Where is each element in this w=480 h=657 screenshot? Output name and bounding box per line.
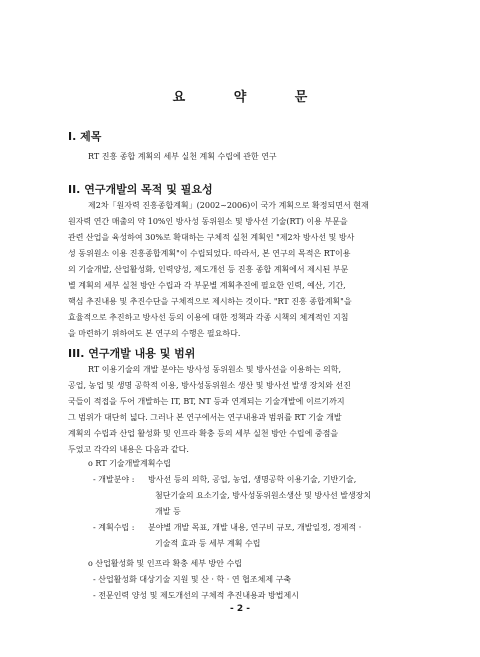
paragraph-line: 별 계획의 세부 실천 방안 수립과 각 부문별 계획추진에 필요한 인력, 예산, 기간, (68, 281, 346, 290)
paragraph-line: 효율적으로 추진하고 방사선 등의 이용에 대한 정책과 각종 시책의 체계적인 지침 (68, 313, 349, 322)
paragraph-line: 의 기술개발, 산업활성화, 인력양성, 제도개선 등 진흥 종합 계획에서 제시된 부문 (68, 265, 349, 274)
list-item-line: - 전문인력 양성 및 제도개선의 구체적 추진내용과 방법제시 (93, 591, 299, 600)
paragraph-line: 관련 산업을 육성하여 30%로 확대하는 구체적 실천 계획인 "제2차 방사선 및 방사 (68, 233, 355, 242)
paragraph-line: 성 동위원소 이용 진흥종합계획"이 수립되었다. 따라서, 본 연구의 목적은 RT이용 (68, 249, 351, 258)
section-paragraph-scope (68, 362, 406, 458)
paragraph-line: 그 범위가 대단히 넓다. 그러나 본 연구에서는 연구내용과 범위를 RT 기술 개발 (68, 413, 342, 422)
section-text-title: RT 진흥 종합 계획의 세부 실천 계획 수립에 관한 연구 (88, 152, 277, 161)
paragraph-line: 계획의 수립과 산업 활성화 및 인프라 확충 등의 세부 실천 방안 수립에 중점을 (68, 429, 339, 438)
paragraph-line: 국들이 적접을 두어 개발하는 IT, BT, NT 등과 연계되는 기술개발에 이르기까지 (68, 397, 345, 406)
paragraph-line: 제2차「원자력 진흥종합계획」(2002~2006)이 국가 계획으로 확정되면서 현재 (88, 201, 369, 210)
page-number: - 2 - (230, 604, 250, 614)
paragraph-line: 두었고 각각의 내용은 다음과 같다. (68, 445, 189, 454)
paragraph-line: 을 마련하기 위하여도 본 연구의 수행은 필요하다. (68, 329, 241, 338)
paragraph-line: 공업, 농업 및 생명 공학적 이용, 방사성동위원소 생산 및 방사선 발생 장치와 선진 (68, 381, 351, 390)
page-title: 요 약 문 (172, 90, 330, 105)
paragraph-line: RT 이용기술의 개발 분야는 방사성 동위원소 및 방사선을 이용하는 의학, (88, 365, 342, 374)
list-label-dev-field: - 개발분야 : (93, 475, 135, 484)
section-heading-scope: III. 연구개발 내용 및 범위 (68, 347, 196, 360)
list-label-plan: - 계획수립 : (93, 523, 135, 532)
list-item-line: 방사선 등의 의학, 공업, 농업, 생명공학 이용기술, 기반기술, (148, 475, 357, 484)
list-item-line: 개발 등 (155, 507, 181, 516)
list-item-line: 첨단기술의 요소기술, 방사성동위원소생산 및 방사선 발생장치 (155, 491, 372, 500)
list-head-rt-plan: o RT 기술개발계획수립 (88, 459, 171, 468)
paragraph-line: 원자력 연간 매출의 약 10%인 방사성 동위원소 및 방사선 기술(RT) 이용 부문을 (68, 217, 348, 226)
section-heading-purpose: II. 연구개발의 목적 및 필요성 (68, 183, 213, 196)
section-heading-title: I. 제목 (68, 130, 102, 143)
list-head-industry: o 산업활성화 및 인프라 확충 세부 방안 수립 (88, 559, 242, 568)
list-item-line: - 산업활성화 대상기술 지원 및 산 · 학 · 연 협조체제 구축 (93, 575, 292, 584)
list-item-line: 분야별 개발 목표, 개발 내용, 연구비 규모, 개발일정, 경제적 · (148, 523, 362, 532)
section-paragraph-purpose (68, 198, 406, 342)
paragraph-line: 핵심 추진내용 및 추진수단을 구체적으로 제시하는 것이다. "RT 진흥 종합계획"을 (68, 297, 352, 306)
list-item-line: 기술적 효과 등 세부 계획 수립 (155, 539, 261, 548)
